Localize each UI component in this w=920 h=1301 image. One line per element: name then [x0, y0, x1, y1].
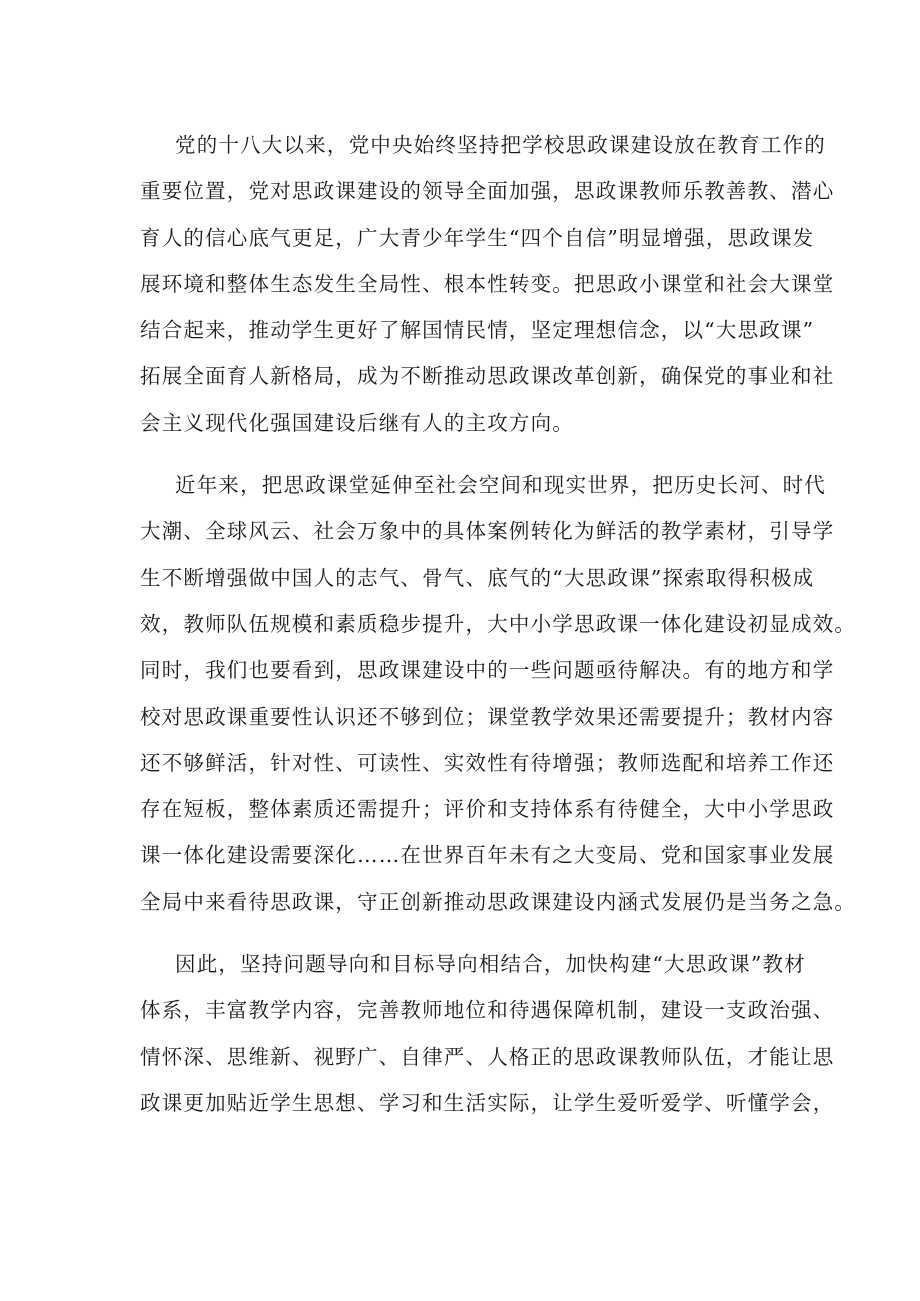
text-line: 课一体化建设需要深化……在世界百年未有之大变局、党和国家事业发展	[140, 843, 835, 868]
text-line: 效，教师队伍规模和素质稳步提升，大中小学思政课一体化建设初显成效。	[140, 611, 857, 636]
paragraph-1	[140, 122, 835, 446]
paragraph-2	[140, 462, 857, 925]
text-line: 拓展全面育人新格局，成为不断推动思政课改革创新，确保党的事业和社	[140, 364, 835, 389]
text-line: 体系，丰富教学内容，完善教师地位和待遇保障机制，建设一支政治强、	[140, 998, 835, 1023]
text-line: 重要位置，党对思政课建设的领导全面加强，思政课教师乐教善教、潜心	[140, 179, 835, 204]
text-line: 因此，坚持问题导向和目标导向相结合，加快构建“大思政课”教材	[175, 952, 806, 977]
text-line: 同时，我们也要看到，思政课建设中的一些问题亟待解决。有的地方和学	[140, 658, 835, 683]
text-line: 结合起来，推动学生更好了解国情民情，坚定理想信念，以“大思政课”	[140, 318, 815, 343]
text-line: 政课更加贴近学生思想、学习和生活实际，让学生爱听爱学、听懂学会，	[140, 1090, 835, 1115]
text-line: 会主义现代化强国建设后继有人的主攻方向。	[140, 410, 574, 435]
text-line: 还不够鲜活，针对性、可读性、实效性有待增强；教师选配和培养工作还	[140, 750, 835, 775]
text-line: 情怀深、思维新、视野广、自律严、人格正的思政课教师队伍，才能让思	[140, 1044, 835, 1069]
text-line: 校对思政课重要性认识还不够到位；课堂教学效果还需要提升；教材内容	[140, 704, 835, 729]
paragraph-3	[140, 941, 835, 1126]
text-line: 大潮、全球风云、社会万象中的具体案例转化为鲜活的教学素材，引导学	[140, 519, 835, 544]
text-line: 存在短板，整体素质还需提升；评价和支持体系有待健全，大中小学思政	[140, 797, 835, 822]
text-line: 全局中来看待思政课，守正创新推动思政课建设内涵式发展仍是当务之急。	[140, 889, 857, 914]
text-line: 生不断增强做中国人的志气、骨气、底气的“大思政课”探索取得积极成	[140, 565, 815, 590]
text-line: 党的十八大以来，党中央始终坚持把学校思政课建设放在教育工作的	[175, 133, 826, 157]
text-line: 近年来，把思政课堂延伸至社会空间和现实世界，把历史长河、时代	[175, 473, 826, 498]
text-line: 育人的信心底气更足，广大青少年学生“四个自信”明显增强，思政课发	[140, 225, 815, 250]
document-body	[140, 122, 857, 1126]
text-line: 展环境和整体生态发生全局性、根本性转变。把思政小课堂和社会大课堂	[140, 271, 835, 296]
